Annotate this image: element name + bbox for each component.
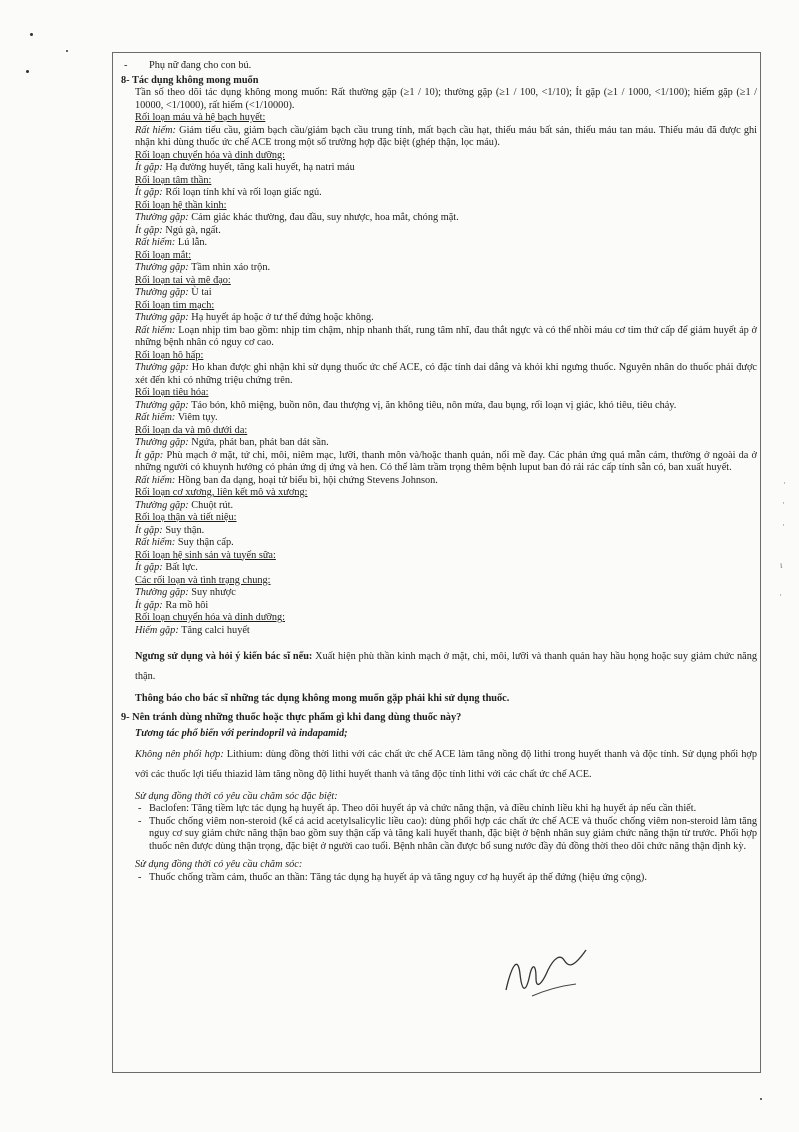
renal-entry-uncommon: Ít gặp: Suy thận. bbox=[135, 524, 205, 536]
skin-entry-very-rare: Rất hiếm: Hồng ban đa dạng, hoại tử biểu bì, hội chứng Stevens Johnson. bbox=[135, 474, 438, 486]
respiratory-heading: Rối loạn hô hấp: bbox=[135, 349, 204, 361]
cardio-entry-very-rare: Rất hiếm: Loạn nhịp tim bao gồm: nhịp tim chậm, nhịp nhanh thất, rung tâm nhĩ, đau thắt ngực và có thể nhồi máu cơ tim thứ cấp để giảm huyết áp ở những bệnh nhân có nguy cơ cao. bbox=[135, 324, 758, 348]
renal-entry-very-rare: Rất hiếm: Suy thận cấp. bbox=[135, 537, 234, 548]
avoid-combination: Không nên phối hợp: Lithium: dùng đồng thời lithi với các chất ức chế ACE làm tăng nồng độ lithi trong huyết thanh và độc tính. Sử dụng phối hợp với các thuốc lợi tiểu thiazid làm tăng nồng độ lithi huyết thanh và tăng độc tính lithi với các chất ức chế ACE. bbox=[135, 748, 757, 780]
scan-margin-mark: · bbox=[779, 590, 782, 600]
metabolism-heading: Rối loạn chuyển hóa và dinh dưỡng: bbox=[135, 149, 286, 161]
blood-entry: Rất hiếm: Giảm tiểu cầu, giảm bạch cầu/giảm bạch cầu trung tính, mất bạch cầu hạt, thiếu máu bất sản, thiếu máu tan máu. Thiếu máu đã được ghi nhận khi dùng thuốc ức chế ACE trong một số trường hợp đặc biệt (ghép thận, lọc máu). bbox=[135, 124, 757, 148]
gi-entry-very-rare: Rất hiếm: Viêm tụy. bbox=[135, 412, 218, 423]
scan-margin-mark: · bbox=[783, 478, 786, 488]
musculoskeletal-heading: Rối loạn cơ xương, liên kết mô và xương: bbox=[135, 487, 308, 498]
renal-heading: Rối loạ thận và tiết niệu: bbox=[135, 512, 237, 523]
frequency-note: Tần số theo dõi tác dụng không mong muốn: Rất thường gặp (≥1 / 10); thường gặp (≥1 / 100, <1/10); Ít gặp (≥1 / 1000, <1/100); hiếm gặp (≥1 / 10000, <1/1000), rất hiếm (<1/10000). bbox=[135, 87, 757, 111]
special-care-item: - Baclofen: Tăng tiềm lực tác dụng hạ huyết áp. Theo dõi huyết áp và chức năng thận, và điều chỉnh liều khi hạ huyết áp nếu cần thiết. bbox=[135, 803, 757, 816]
gi-entry-common: Thường gặp: Táo bón, khô miệng, buồn nôn, đau thượng vị, ăn không tiêu, nôn mửa, đau bụng, rối loạn vị giác, khó tiêu, tiêu chảy. bbox=[135, 399, 677, 411]
section-9-title: 9- Nên tránh dùng những thuốc hoặc thực phẩm gì khi đang dùng thuốc này? bbox=[121, 711, 462, 723]
nervous-entry-common: Thường gặp: Cảm giác khác thường, đau đầu, suy nhược, hoa mắt, chóng mặt. bbox=[135, 212, 459, 223]
general-entry-uncommon: Ít gặp: Ra mồ hôi bbox=[135, 599, 209, 611]
scan-speck bbox=[30, 33, 33, 36]
scan-speck bbox=[26, 70, 29, 73]
ear-heading: Rối loạn tai và mê đạo: bbox=[135, 274, 231, 286]
special-care-item: - Thuốc chống viêm non-steroid (kể cả acid acetylsalicylic liều cao): dùng phối hợp các chất ức chế ACE và thuốc chống viêm non-steroid làm tăng nguy cơ suy giảm chức năng thận bao gồm suy thận cấp và tăng kali huyết thanh, đặc biệt ở bệnh nhân suy giảm chức năng thận từ trước. Phối hợp thuốc nên được dùng thận trọng, đặc biệt ở người cao tuổi. Bệnh nhân cần được bổ sung nước đầy đủ đồng thời theo dõi chức năng thận định kỳ. bbox=[135, 816, 757, 854]
eye-entry: Thường gặp: Tầm nhìn xáo trộn. bbox=[135, 262, 271, 273]
section-9-body bbox=[121, 728, 757, 884]
reproductive-heading: Rối loạn hệ sinh sản và tuyến sữa: bbox=[135, 549, 276, 561]
cardio-heading: Rối loạn tim mạch: bbox=[135, 299, 215, 311]
metabolism-entry-2: Hiếm gặp: Tăng calci huyết bbox=[135, 624, 250, 636]
special-care-heading: Sử dụng đồng thời có yêu cầu chăm sóc đặc biệt: bbox=[135, 790, 338, 802]
prev-list-item: - Phụ nữ đang cho con bú. bbox=[121, 60, 757, 73]
interactions-subtitle: Tương tác phổ biến với perindopril và indapamid; bbox=[135, 728, 348, 739]
nervous-entry-uncommon: Ít gặp: Ngủ gà, ngất. bbox=[135, 224, 221, 236]
cardio-entry-common: Thường gặp: Hạ huyết áp hoặc ở tư thế đứng hoặc không. bbox=[135, 312, 374, 323]
notify-doctor-note: Thông báo cho bác sĩ những tác dụng không mong muốn gặp phải khi sử dụng thuốc. bbox=[135, 693, 510, 704]
section-8-body bbox=[121, 87, 757, 706]
gi-heading: Rối loạn tiêu hóa: bbox=[135, 387, 209, 398]
handwritten-signature bbox=[502, 944, 592, 1014]
respiratory-entry: Thường gặp: Ho khan được ghi nhận khi sử dụng thuốc ức chế ACE, có đặc tính dai dẳng và khỏi khi ngưng thuốc. Nguyên nhân do thuốc phải được xét đến khi có những triệu chứng trên. bbox=[135, 362, 757, 386]
general-entry-common: Thường gặp: Suy nhược bbox=[135, 587, 236, 598]
care-item: - Thuốc chống trầm cảm, thuốc an thần: Tăng tác dụng hạ huyết áp và tăng nguy cơ hạ huyết áp thế đứng (hiệu ứng cộng). bbox=[135, 872, 757, 885]
section-8-title: 8- Tác dụng không mong muốn bbox=[121, 74, 259, 86]
scan-margin-mark: · bbox=[782, 498, 785, 508]
scan-margin-mark: ι bbox=[780, 560, 783, 570]
stop-use-warning: Ngưng sử dụng và hỏi ý kiến bác sĩ nếu: Xuất hiện phù thần kinh mạch ở mặt, chi, môi, lưỡi và thanh quản hay hầu họng hoặc suy giảm chức năng thận. bbox=[135, 651, 757, 682]
musculoskeletal-entry: Thường gặp: Chuột rút. bbox=[135, 499, 234, 511]
metabolism-entry: Ít gặp: Hạ đường huyết, tăng kali huyết, hạ natri máu bbox=[135, 162, 355, 173]
scan-speck bbox=[66, 50, 68, 52]
blood-heading: Rối loạn máu và hệ bạch huyết: bbox=[135, 112, 266, 123]
scan-speck bbox=[760, 1098, 762, 1100]
skin-entry-uncommon: Ít gặp: Phù mạch ở mặt, tứ chi, môi, niêm mạc, lưỡi, thanh môn và/hoặc thanh quản, nổi mề đay. Các phản ứng quá mẫn cảm, thường ở ngoài da ở những người có khuynh hướng có phản ứng dị ứng và hen. Có thể làm trầm trọng thêm bệnh luput ban đỏ rải rác cấp tính sẵn có, ban xuất huyết. bbox=[135, 449, 757, 473]
metabolism-heading-2: Rối loạn chuyển hóa và dinh dưỡng: bbox=[135, 612, 286, 623]
nervous-entry-very-rare: Rất hiếm: Lú lẫn. bbox=[135, 237, 208, 248]
scan-margin-mark: · bbox=[782, 520, 785, 530]
skin-heading: Rối loạn da và mô dưới da: bbox=[135, 424, 248, 436]
leaflet-content bbox=[121, 60, 757, 884]
reproductive-entry: Ít gặp: Bất lực. bbox=[135, 562, 198, 573]
care-heading: Sử dụng đồng thời có yêu cầu chăm sóc: bbox=[135, 859, 303, 870]
eye-heading: Rối loạn mắt: bbox=[135, 249, 192, 261]
skin-entry-common: Thường gặp: Ngứa, phát ban, phát ban dát sần. bbox=[135, 437, 329, 448]
nervous-heading: Rối loạn hệ thần kinh: bbox=[135, 199, 227, 211]
general-heading: Các rối loạn và tình trạng chung: bbox=[135, 574, 271, 586]
psychiatric-entry: Ít gặp: Rối loạn tính khí và rối loạn giấc ngủ. bbox=[135, 187, 322, 198]
psychiatric-heading: Rối loạn tâm thần: bbox=[135, 174, 212, 186]
ear-entry: Thường gặp: Ù tai bbox=[135, 287, 212, 298]
